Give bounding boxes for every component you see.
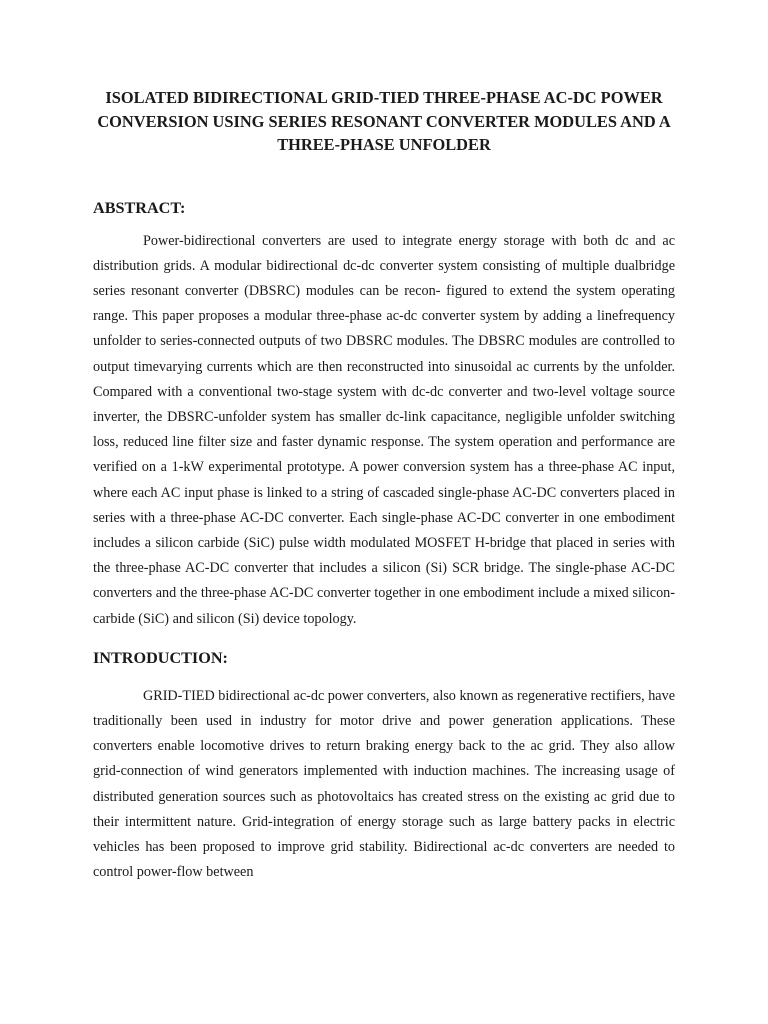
abstract-heading: ABSTRACT: — [93, 198, 186, 217]
document-page — [93, 86, 675, 885]
introduction-heading: INTRODUCTION: — [93, 648, 228, 667]
abstract-paragraph: Power-bidirectional converters are used to integrate energy storage with both dc and ac distribution grids. A modular bidirectional dc-dc converter system consisting of multiple dualbridge series resonant converter (DBSRC) modules can be recon- figured to extend the system operating range. This paper proposes a modular three-phase ac-dc converter system by adding a linefrequency unfolder to series-connected outputs of two DBSRC modules. The DBSRC modules are controlled to output timevarying currents which are then reconstructed into sinusoidal ac currents by the unfolder. Compared with a conventional two-stage system with dc-dc converter and two-level voltage source inverter, the DBSRC-unfolder system has smaller dc-link capacitance, negligible unfolder switching loss, reduced line filter size and faster dynamic response. The system operation and performance are verified on a 1-kW experimental prototype. A power conversion system has a three-phase AC input, where each AC input phase is linked to a string of cascaded single-phase AC-DC converters placed in series with a three-phase AC-DC converter. Each single-phase AC-DC converter in one embodiment includes a silicon carbide (SiC) pulse width modulated MOSFET H-bridge that placed in series with the three-phase AC-DC converter that includes a silicon (Si) SCR bridge. The single-phase AC-DC converters and the three-phase AC-DC converter together in one embodiment include a mixed silicon-carbide (SiC) and silicon (Si) device topology. — [93, 232, 675, 627]
paper-title: ISOLATED BIDIRECTIONAL GRID-TIED THREE-PHASE AC-DC POWER CONVERSION USING SERIES RESONANT CONVERTER MODULES AND A THREE-PHASE UNFOLDER — [97, 88, 671, 154]
introduction-paragraph: GRID-TIED bidirectional ac-dc power converters, also known as regenerative rectifiers, have traditionally been used in industry for motor drive and power generation applications. These converters enable locomotive drives to return braking energy back to the ac grid. They also allow grid-connection of wind generators implemented with induction machines. The increasing usage of distributed generation sources such as photovoltaics has created stress on the existing ac grid due to their intermittent nature. Grid-integration of energy storage such as large battery packs in electric vehicles has been proposed to improve grid stability. Bidirectional ac-dc converters are needed to control power-flow between — [93, 687, 675, 881]
